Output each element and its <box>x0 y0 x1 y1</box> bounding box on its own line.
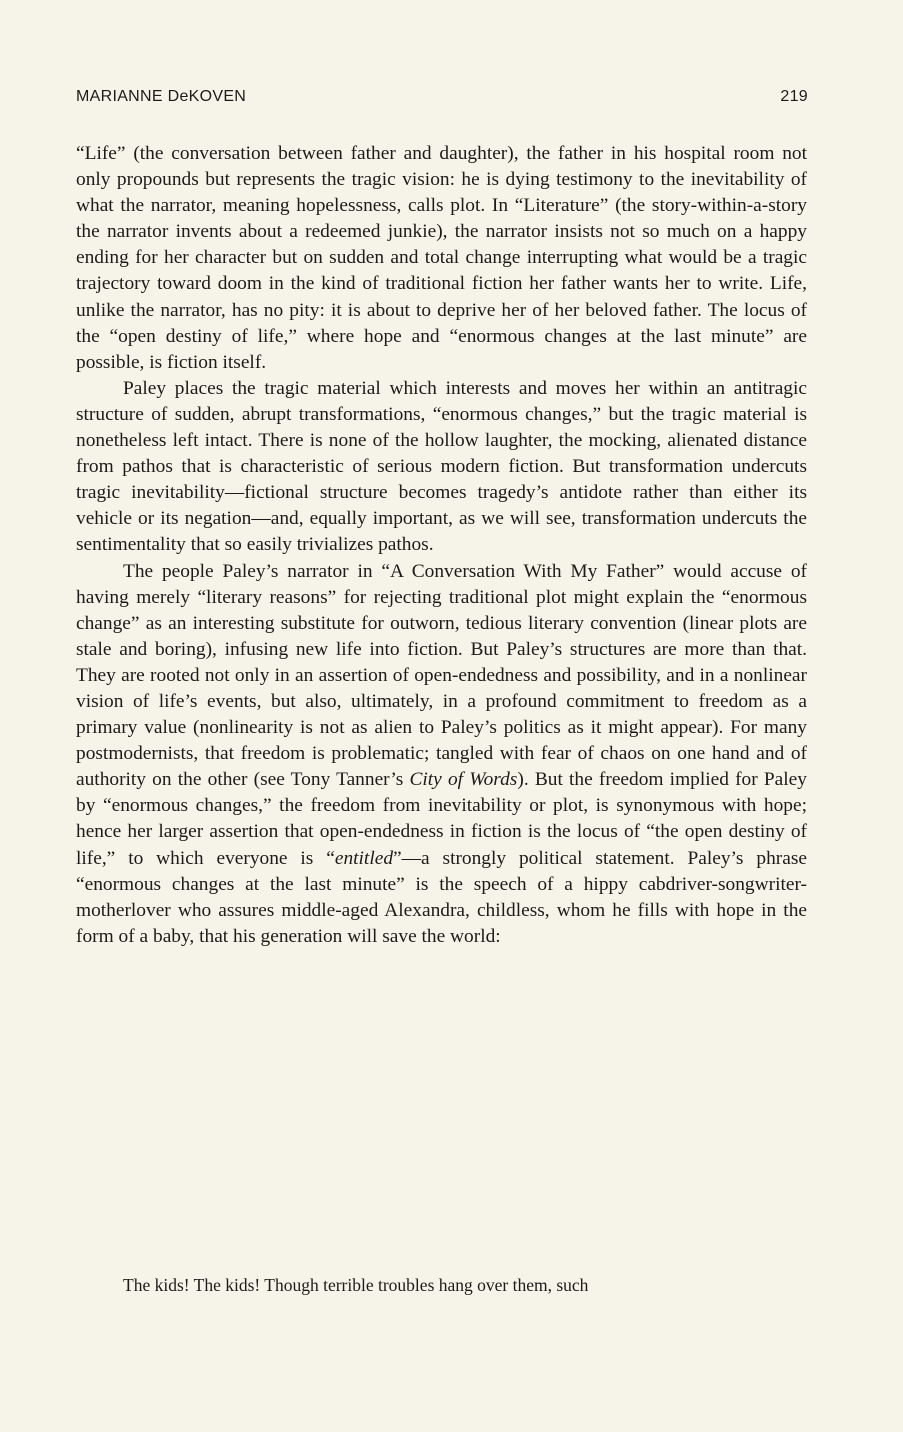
paragraph-text: ”—a strongly political statement. Paley’s phrase “enormous changes at the last minute” is the speech of a hippy cabdriver-songwriter-motherlover who assures middle-aged Alexandra, childless, whom he fills with hope in the form of a baby, that his generation will save the world: <box>76 847 807 947</box>
italic-text: entitled <box>334 847 394 869</box>
paragraph-text: ). But the freedom implied for Paley by “enormous changes,” the freedom from inevitability or plot, is synonymous with hope; hence her larger assertion that open-endedness in fiction is the locus of “the open destiny of life,” to which everyone is “ <box>76 769 807 869</box>
running-header <box>76 88 808 106</box>
paragraph-text: “Life” (the conversation between father and daughter), the father in his hospital room not only propounds but represents the tragic vision: he is dying testimony to the inevitability of what the narrator, meaning hopelessness, calls plot. In “Literature” (the story-within-a-story the narrator invents about a redeemed junkie), the narrator insists not so much on a happy ending for her character but on sudden and total change interrupting what would be a tragic trajectory toward doom in the kind of traditional fiction her father wants her to write. Life, unlike the narrator, has no pity: it is about to deprive her of her beloved father. The locus of the “open destiny of life,” where hope and “enormous changes at the last minute” are possible, is fiction itself. <box>76 143 807 373</box>
author-name: MARIANNE DeKOVEN <box>76 88 247 105</box>
body-text <box>76 141 807 950</box>
paragraph-3 <box>76 559 807 950</box>
page-number: 219 <box>780 88 808 105</box>
paragraph-text: The people Paley’s narrator in “A Conversation With My Father” would accuse of having merely “literary reasons” for rejecting traditional plot might explain the “enormous change” as an interesting substitute for outworn, tedious literary convention (linear plots are stale and boring), infusing new life into fiction. But Paley’s structures are more than that. They are rooted not only in an assertion of open-endedness and possibility, and in a nonlinear vision of life’s events, but also, ultimately, in a profound commitment to freedom as a primary value (nonlinearity is not as alien to Paley’s politics as it might appear). For many postmodernists, that freedom is problematic; tangled with fear of chaos on one hand and of authority on the other (see Tony Tanner’s <box>76 560 807 791</box>
italic-text: City of Words <box>409 769 518 791</box>
block-quote: The kids! The kids! Though terrible troubles hang over them, such <box>123 1275 589 1295</box>
paragraph-1 <box>76 141 807 376</box>
paragraph-2 <box>76 376 807 559</box>
paragraph-text: Paley places the tragic material which interests and moves her within an antitragic structure of sudden, abrupt transformations, “enormous changes,” but the tragic material is nonetheless left intact. There is none of the hollow laughter, the mocking, alienated distance from pathos that is characteristic of serious modern fiction. But transformation undercuts tragic inevitability—fictional structure becomes tragedy’s antidote rather than either its vehicle or its negation—and, equally important, as we will see, transformation undercuts the sentimentality that so easily trivializes pathos. <box>76 377 807 556</box>
